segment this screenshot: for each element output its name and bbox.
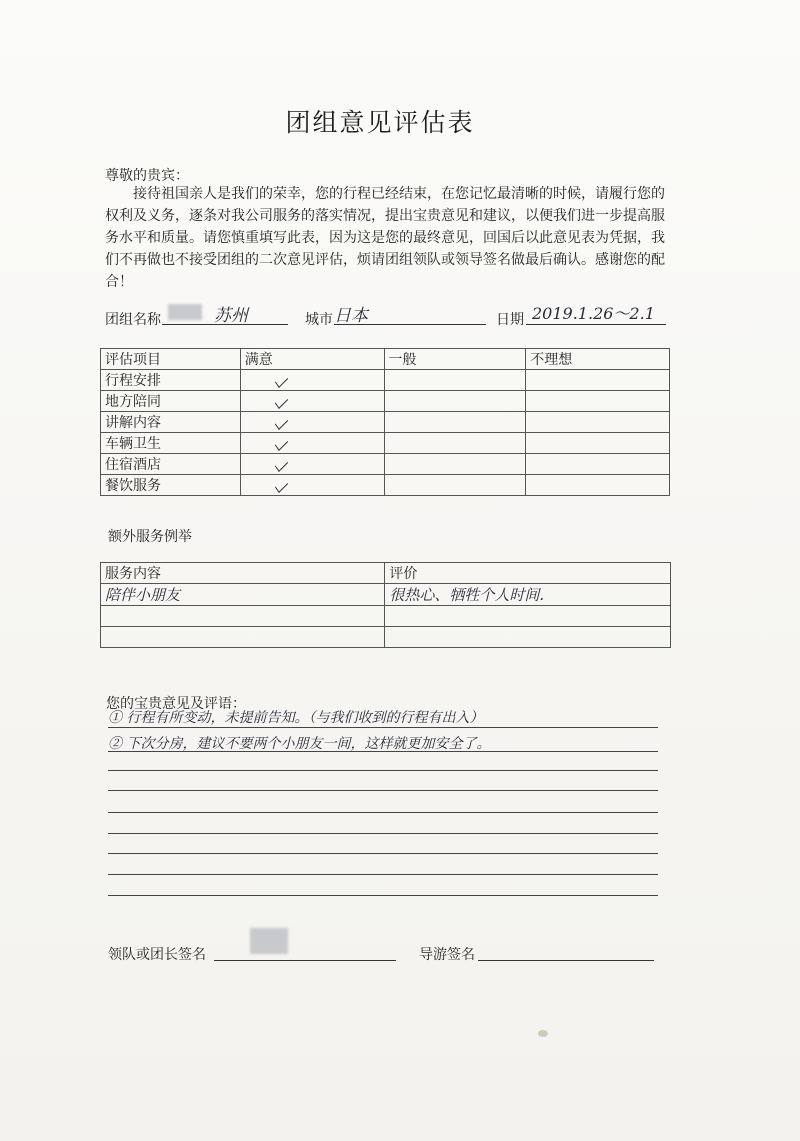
average-cell (384, 433, 526, 454)
header-cell: 评估项目 (101, 349, 241, 370)
salutation: 尊敬的贵宾： (105, 168, 189, 184)
guide-signature-field (478, 936, 654, 961)
form-title: 团组意见评估表 (285, 108, 475, 137)
unsatisfactory-cell (526, 454, 670, 475)
header-cell: 评价 (385, 563, 671, 584)
ruled-line (108, 853, 658, 854)
unsatisfactory-cell (526, 391, 670, 412)
checkmark-icon (275, 457, 288, 472)
satisfied-cell (240, 391, 384, 412)
evaluation-item: 行程安排 (101, 370, 241, 391)
service-row (101, 584, 671, 606)
service-comment: 很热心、牺牲个人时间. (385, 584, 671, 606)
opinion-line-2: ② 下次分房，建议不要两个小朋友一间，这样就更加安全了。 (108, 736, 491, 752)
ruled-line (108, 790, 658, 791)
checkmark-icon (275, 415, 288, 430)
evaluation-row (101, 412, 670, 433)
satisfied-cell (240, 412, 384, 433)
checkmark-icon (275, 478, 288, 493)
leader-signature-label: 领队或团长签名 (108, 947, 206, 963)
ruled-line (108, 812, 658, 813)
evaluation-item: 讲解内容 (101, 412, 241, 433)
evaluation-row (101, 433, 670, 454)
unsatisfactory-cell (526, 412, 670, 433)
date-label: 日期 (496, 312, 524, 328)
guide-signature-label: 导游签名 (419, 947, 475, 963)
evaluation-item: 餐饮服务 (101, 475, 241, 496)
unsatisfactory-cell (526, 433, 670, 454)
evaluation-item: 住宿酒店 (101, 454, 241, 475)
evaluation-table (100, 348, 670, 496)
ruled-line (108, 751, 658, 752)
opinion-line-1: ① 行程有所变动，未提前告知。（与我们收到的行程有出入） (108, 710, 484, 726)
evaluation-header-row (101, 349, 670, 370)
satisfied-cell (240, 370, 384, 391)
redaction-blur (250, 928, 288, 954)
header-cell: 一般 (384, 349, 526, 370)
opinion-label: 您的宝贵意见及评语： (106, 696, 246, 712)
unsatisfactory-cell (526, 475, 670, 496)
unsatisfactory-cell (526, 370, 670, 391)
average-cell (384, 475, 526, 496)
checkmark-icon (275, 373, 288, 388)
service-row (101, 606, 671, 627)
evaluation-row (101, 370, 670, 391)
city-value: 日本 (334, 306, 368, 326)
redaction-blur (168, 304, 202, 320)
paper-stain (538, 1030, 548, 1037)
service-comment (385, 627, 671, 648)
intro-paragraph (105, 183, 665, 293)
leader-signature-field (214, 936, 396, 961)
ruled-line (108, 727, 658, 728)
date-value: 2019.1.26～2.1 (532, 304, 655, 323)
average-cell (384, 412, 526, 433)
header-cell: 不理想 (526, 349, 670, 370)
checkmark-icon (275, 436, 288, 451)
evaluation-row (101, 454, 670, 475)
service-row (101, 627, 671, 648)
ruled-line (108, 874, 658, 875)
date-field (526, 300, 666, 325)
average-cell (384, 370, 526, 391)
average-cell (384, 391, 526, 412)
group-name-label: 团组名称 (105, 312, 161, 328)
ruled-line (108, 833, 658, 834)
service-comment (385, 606, 671, 627)
ruled-line (108, 895, 658, 896)
service-content (101, 606, 385, 627)
evaluation-item: 地方陪同 (101, 391, 241, 412)
service-content (101, 627, 385, 648)
city-label: 城市 (305, 312, 333, 328)
evaluation-item: 车辆卫生 (101, 433, 241, 454)
header-cell: 服务内容 (101, 563, 385, 584)
checkmark-icon (275, 394, 288, 409)
intro-text: 接待祖国亲人是我们的荣幸，您的行程已经结束，在您记忆最清晰的时候，请履行您的权利及义务，逐条对我公司服务的落实情况，提出宝贵意见和建议，以便我们进一步提高服务水平和质量。请您慎重填写此表，因为这是您的最终意见，回国后以此意见表为凭据，我们不再做也不接受团组的二次意见评估，烦请团组领队或领导签名做最后确认。感谢您的配合！ (105, 186, 665, 290)
service-table (100, 562, 671, 648)
ruled-line (108, 770, 658, 771)
group-name-value: 苏州 (214, 306, 248, 326)
satisfied-cell (240, 433, 384, 454)
evaluation-row (101, 475, 670, 496)
group-name-field (162, 300, 288, 325)
satisfied-cell (240, 454, 384, 475)
service-content: 陪伴小朋友 (101, 584, 385, 606)
average-cell (384, 454, 526, 475)
service-header-row (101, 563, 671, 584)
evaluation-row (101, 391, 670, 412)
extra-service-label: 额外服务例举 (108, 529, 192, 545)
header-cell: 满意 (240, 349, 384, 370)
city-field (334, 300, 486, 325)
satisfied-cell (240, 475, 384, 496)
